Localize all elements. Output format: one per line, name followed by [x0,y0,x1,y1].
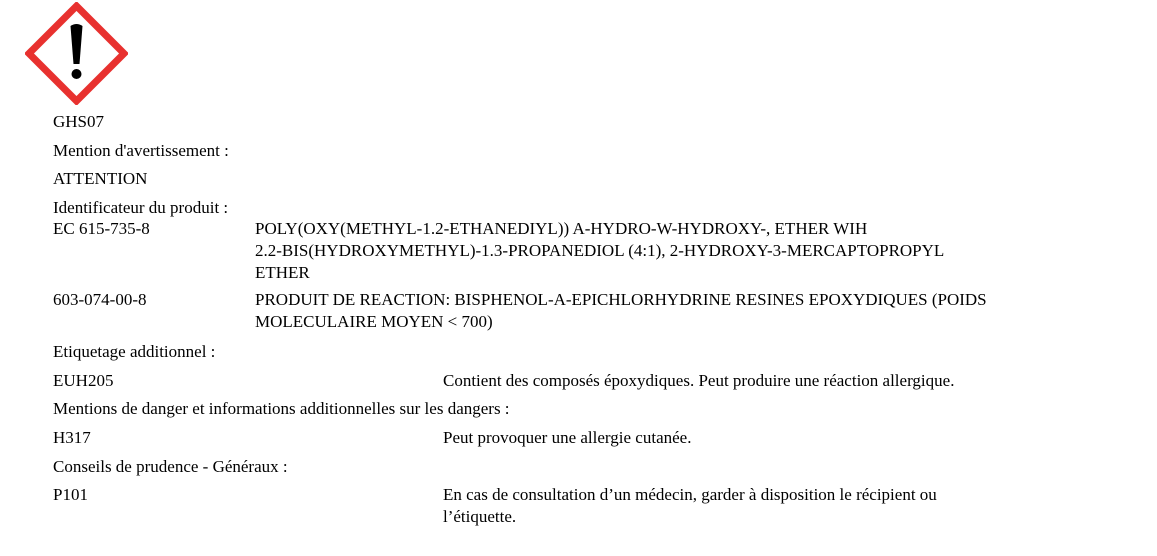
product-identifier-line-2-2: MOLECULAIRE MOYEN < 700) [255,312,493,331]
signal-word-label: Mention d'avertissement : [53,141,229,160]
product-identifier-id-1: EC 615-735-8 [53,219,150,238]
additional-labelling-label: Etiquetage additionnel : [53,342,216,361]
ghs07-exclamation-pictogram [25,2,128,105]
precautionary-code: P101 [53,485,88,504]
hazard-statement-code: H317 [53,428,91,447]
hazard-statement-text: Peut provoquer une allergie cutanée. [443,428,692,447]
additional-labelling-text: Contient des composés époxydiques. Peut produire une réaction allergique. [443,371,955,390]
product-identifier-line-1-3: ETHER [255,263,310,282]
product-identifier-label: Identificateur du produit : [53,198,229,217]
pictogram-code: GHS07 [53,112,105,131]
product-identifier-line-1-2: 2.2-BIS(HYDROXYMETHYL)-1.3-PROPANEDIOL (4:1), 2-HYDROXY-3-MERCAPTOPROPYL [255,241,945,260]
product-identifier-line-2-1: PRODUIT DE REACTION: BISPHENOL-A-EPICHLORHYDRINE RESINES EPOXYDIQUES (POIDS [255,290,987,309]
product-identifier-id-2: 603-074-00-8 [53,290,147,309]
hazard-statements-label: Mentions de danger et informations additionnelles sur les dangers : [53,399,510,418]
signal-word-value: ATTENTION [53,169,148,188]
product-identifier-line-1-1: POLY(OXY(METHYL-1.2-ETHANEDIYL)) A-HYDRO-W-HYDROXY-, ETHER WIH [255,219,868,238]
additional-labelling-code: EUH205 [53,371,114,390]
precautionary-text-line-1: En cas de consultation d’un médecin, garder à disposition le récipient ou [443,485,937,504]
precautionary-text-line-2: l’étiquette. [443,507,517,526]
precautionary-label: Conseils de prudence - Généraux : [53,457,288,476]
